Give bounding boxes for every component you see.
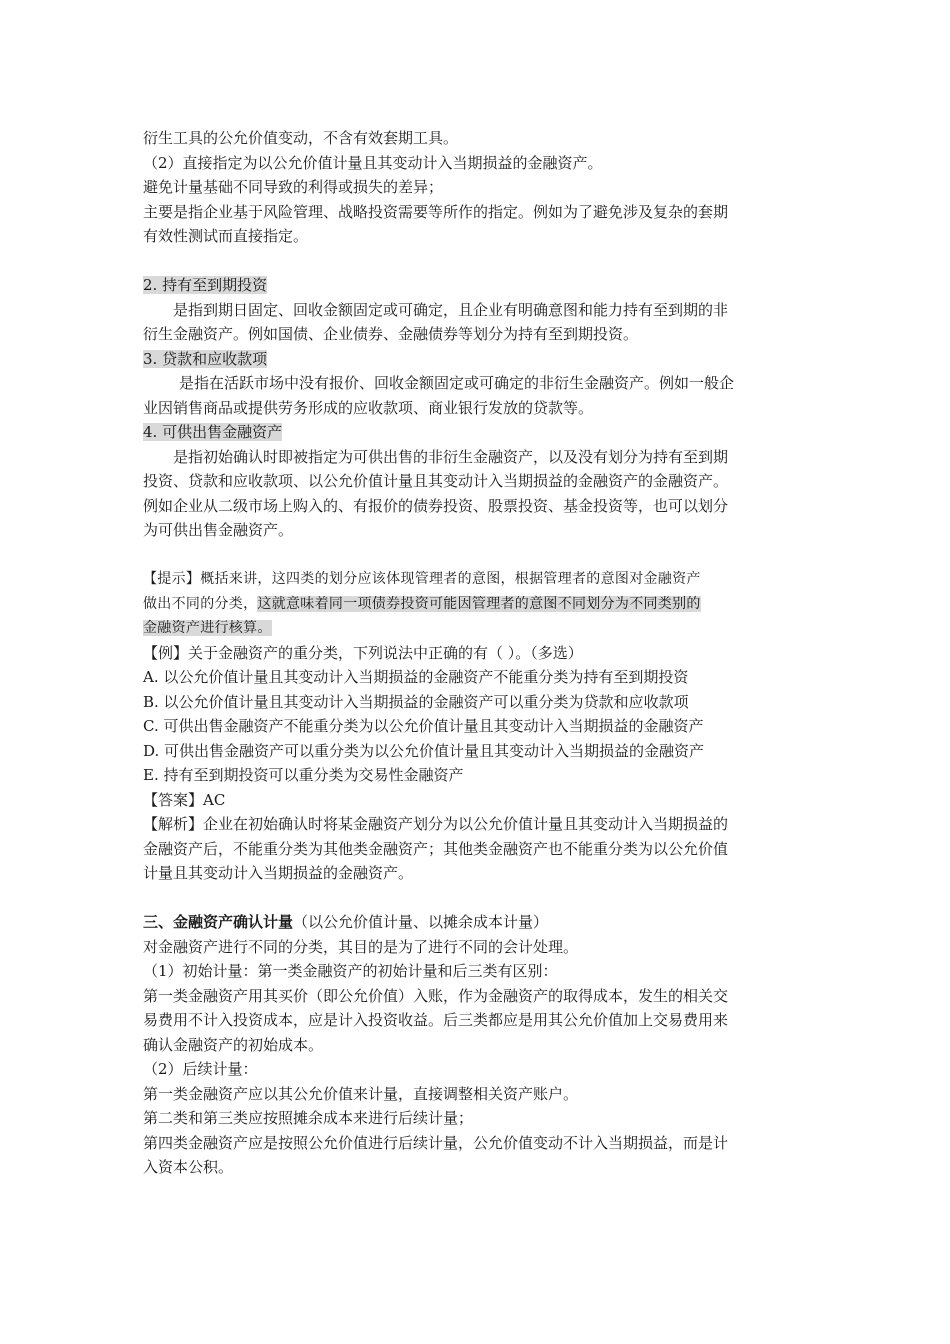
text-line: 第一类金融资产用其买价（即公允价值）入账，作为金融资产的取得成本，发生的相关交 bbox=[143, 986, 729, 1005]
text-line: 投资、贷款和应收款项、以公允价值计量且其变动计入当期损益的金融资产的金融资产。 bbox=[143, 472, 729, 490]
text-line: 是指初始确认时即被指定为可供出售的非衍生金融资产，以及没有划分为持有至到期 bbox=[173, 447, 729, 466]
text-line: 避免计量基础不同导致的利得或损失的差异； bbox=[143, 178, 444, 196]
option-c: C. 可供出售金融资产不能重分类为以公允价值计量且其变动计入当期损益的金融资产 bbox=[143, 717, 704, 735]
section-heading-bold: 三、金融资产确认计量 bbox=[143, 913, 294, 931]
text-line: 是指在活跃市场中没有报价、回收金额固定或可确定的非衍生金融资产。例如一般企 bbox=[179, 374, 735, 392]
text-line: 主要是指企业基于风险管理、战略投资需要等所作的指定。例如为了避免涉及复杂的套期 bbox=[143, 202, 729, 221]
hint-text: 做出不同的分类， bbox=[143, 595, 258, 612]
answer-line: 【答案】AC bbox=[143, 790, 226, 809]
blank-line bbox=[143, 886, 813, 911]
text-line: 例如企业从二级市场上购入的、有报价的债券投资、股票投资、基金投资等，也可以划分 bbox=[143, 496, 729, 515]
text-line: 是指到期日固定、回收金额固定或可确定，且企业有明确意图和能力持有至到期的非 bbox=[173, 300, 729, 319]
text-line: （1）初始计量：第一类金融资产的初始计量和后三类有区别： bbox=[143, 962, 558, 980]
blank-line bbox=[143, 249, 813, 274]
hint-highlight: 金融资产进行核算。 bbox=[143, 620, 272, 636]
analysis-line: 金融资产后，不能重分类为其他类金融资产；其他类金融资产也不能重分类为以公允价值 bbox=[143, 839, 729, 858]
heading-held-to-maturity: 2. 持有至到期投资 bbox=[143, 276, 268, 294]
hint-line: 【提示】概括来讲，这四类的划分应该体现管理者的意图，根据管理者的意图对金融资产 bbox=[143, 571, 701, 587]
text-line: （2）直接指定为以公允价值计量且其变动计入当期损益的金融资产。 bbox=[143, 153, 603, 172]
text-line: 第四类金融资产应是按照公允价值进行后续计量，公允价值变动不计入当期损益，而是计 bbox=[143, 1133, 729, 1152]
text-line: 业因销售商品或提供劳务形成的应收款项、商业银行发放的贷款等。 bbox=[143, 398, 594, 417]
heading-loans-receivables: 3. 贷款和应收款项 bbox=[143, 349, 268, 368]
text-line: 有效性测试而直接指定。 bbox=[143, 227, 309, 245]
text-line: 入资本公积。 bbox=[143, 1158, 234, 1176]
text-line: 为可供出售金融资产。 bbox=[143, 521, 294, 539]
analysis-line: 【解析】企业在初始确认时将某金融资产划分为以公允价值计量且其变动计入当期损益的 bbox=[143, 815, 729, 833]
text-line: 第二类和第三类应按照摊余成本来进行后续计量； bbox=[143, 1109, 474, 1127]
document-page bbox=[143, 126, 813, 1180]
text-line: 对金融资产进行不同的分类，其目的是为了进行不同的会计处理。 bbox=[143, 937, 579, 956]
heading-available-for-sale: 4. 可供出售金融资产 bbox=[143, 423, 283, 441]
option-e: E. 持有至到期投资可以重分类为交易性金融资产 bbox=[143, 766, 464, 784]
example-question: 【例】关于金融资产的重分类，下列说法中正确的有（ ）。（多选） bbox=[143, 643, 583, 662]
text-line: （2）后续计量： bbox=[143, 1060, 258, 1078]
option-d: D. 可供出售金融资产可以重分类为以公允价值计量且其变动计入当期损益的金融资产 bbox=[143, 741, 705, 760]
text-line: 第一类金融资产应以其公允价值来计量，直接调整相关资产账户。 bbox=[143, 1084, 579, 1103]
option-b: B. 以公允价值计量且其变动计入当期损益的金融资产可以重分类为贷款和应收款项 bbox=[143, 692, 689, 711]
section-heading bbox=[143, 910, 813, 935]
hint-highlight: 这就意味着同一项债券投资可能因管理者的意图不同划分为不同类别的 bbox=[257, 595, 701, 612]
option-a: A. 以公允价值计量且其变动计入当期损益的金融资产不能重分类为持有至到期投资 bbox=[143, 668, 689, 686]
blank-line bbox=[143, 543, 813, 568]
analysis-line: 计量且其变动计入当期损益的金融资产。 bbox=[143, 864, 414, 882]
text-line: 衍生金融资产。例如国债、企业债券、金融债券等划分为持有至到期投资。 bbox=[143, 325, 639, 343]
hint-line bbox=[143, 592, 813, 617]
section-heading-note: （以公允价值计量、以摊余成本计量） bbox=[293, 913, 549, 931]
text-line: 衍生工具的公允价值变动，不含有效套期工具。 bbox=[143, 129, 459, 147]
text-line: 易费用不计入投资成本，应是计入投资收益。后三类都应是用其公允价值加上交易费用来 bbox=[143, 1011, 729, 1029]
text-line: 确认金融资产的初始成本。 bbox=[143, 1035, 324, 1054]
